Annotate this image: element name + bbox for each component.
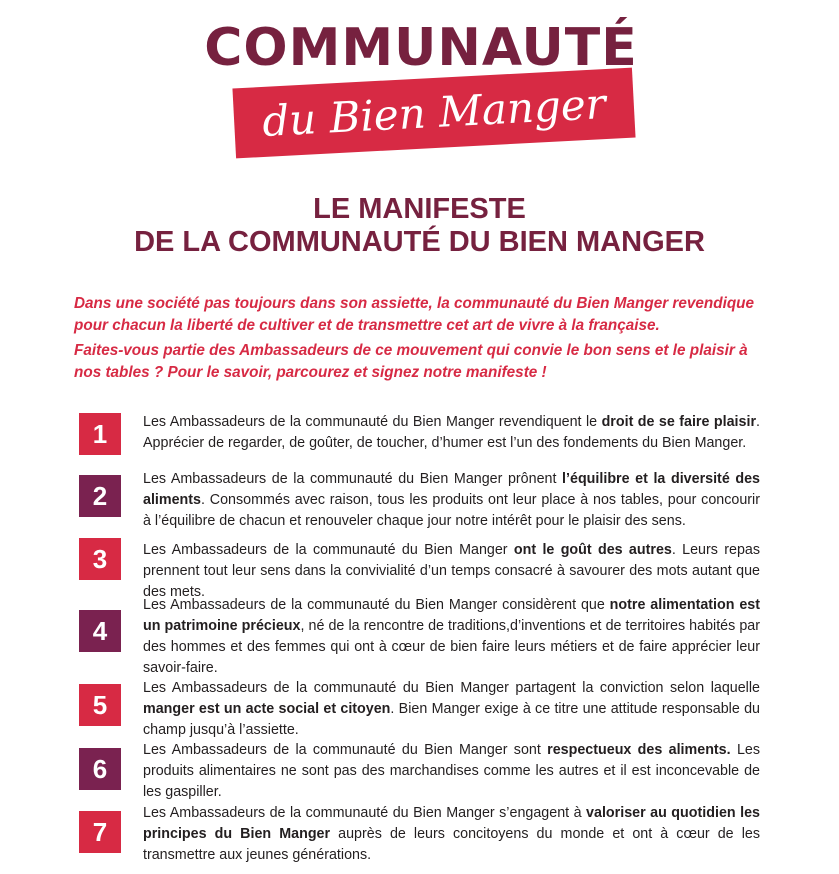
item-number-badge: 3 (79, 538, 121, 580)
item-text: Les Ambassadeurs de la communauté du Bien Manger prônent l’équilibre et la diversité des aliments. Consommés avec raison, tous les produits ont leur place à nos tables, pour concourir à l’équilibre de chacun et renouveler chaque jour notre intérêt pour le plaisir des sens. (143, 471, 760, 529)
item-highlight: l’équilibre et la diversité des aliments (143, 471, 760, 508)
item-number-badge: 4 (79, 610, 121, 652)
logo-banner-text: du Bien Manger (261, 79, 607, 146)
item-highlight: respectueux des aliments. (547, 742, 731, 758)
logo-wordmark: COMMUNAUTÉ (204, 18, 638, 78)
item-text: Les Ambassadeurs de la communauté du Bien Manger s’engagent à valoriser au quotidien les principes du Bien Manger auprès de leurs concitoyens du monde et ont à cœur de les transmettre aux jeunes générations. (143, 805, 760, 863)
intro-paragraph-2: Faites-vous partie des Ambassadeurs de ce mouvement qui convie le bon sens et le plaisir à nos tables ? Pour le savoir, parcourez et signez notre manifeste ! (74, 342, 748, 381)
item-text: Les Ambassadeurs de la communauté du Bien Manger sont respectueux des aliments. Les produits alimentaires ne sont pas des marchandises comme les autres et il est inconcevable de les gaspiller. (143, 742, 760, 800)
item-number-badge: 1 (79, 413, 121, 455)
intro-paragraph-1: Dans une société pas toujours dans son assiette, la communauté du Bien Manger revendique pour chacun la liberté de cultiver et de transmettre cet art de vivre à la française. (74, 295, 755, 334)
title-line-1: LE MANIFESTE (313, 193, 526, 225)
item-number-badge: 6 (79, 748, 121, 790)
item-text: Les Ambassadeurs de la communauté du Bien Manger ont le goût des autres. Leurs repas prennent tout leur sens dans la convivialité d’un temps consacré à savourer des mots autant que des mets. (143, 542, 760, 600)
title-line-2: DE LA COMMUNAUTÉ DU BIEN MANGER (134, 226, 705, 258)
item-highlight: manger est un acte social et citoyen (143, 701, 391, 717)
item-highlight: droit de se faire plaisir (601, 414, 757, 430)
item-number-badge: 5 (79, 684, 121, 726)
logo-banner (232, 68, 635, 159)
item-number-badge: 2 (79, 475, 121, 517)
page-title (0, 193, 839, 259)
item-highlight: valoriser au quotidien les principes du Bien Manger (143, 805, 760, 842)
intro (74, 293, 764, 387)
item-text: Les Ambassadeurs de la communauté du Bien Manger considèrent que notre alimentation est un patrimoine précieux, né de la rencontre de traditions,d’inventions et de territoires habités par des hommes et des femmes qui ont à cœur de bien faire leurs métiers et de faire apprécier leur savoir-faire. (143, 597, 761, 676)
item-text: Les Ambassadeurs de la communauté du Bien Manger revendiquent le droit de se faire plaisir. Apprécier de regarder, de goûter, de toucher, d’humer est l’un des fondements du Bien Manger. (143, 414, 760, 451)
item-highlight: notre alimentation est un patrimoine précieux (143, 597, 761, 634)
item-number-badge: 7 (79, 811, 121, 853)
item-text: Les Ambassadeurs de la communauté du Bien Manger partagent la conviction selon laquelle manger est un acte social et citoyen. Bien Manger exige à ce titre une attitude responsable du champ jusqu’à l’assiette. (143, 680, 760, 738)
item-highlight: ont le goût des autres (513, 542, 672, 558)
